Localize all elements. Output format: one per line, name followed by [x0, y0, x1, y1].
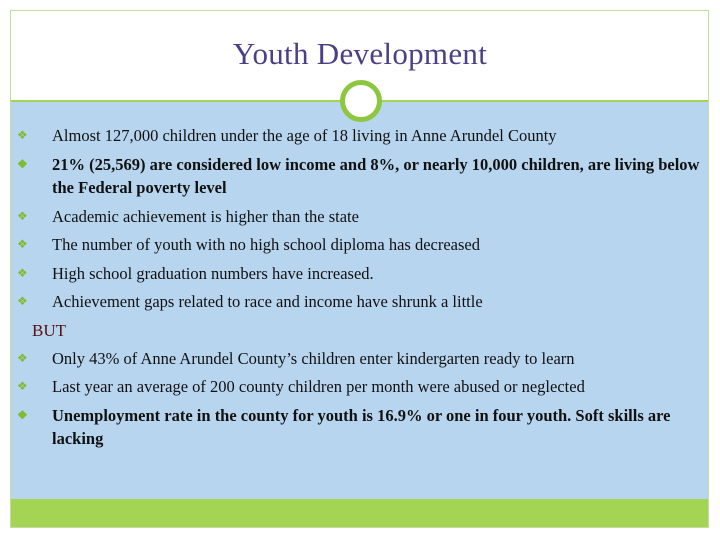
list-item-text: Last year an average of 200 county children per month were abused or neglected	[52, 377, 585, 396]
list-item	[14, 205, 704, 229]
leaf-bullet-icon: ❖	[17, 265, 28, 280]
leaf-bullet-icon: ❖	[17, 156, 28, 171]
list-item-text: High school graduation numbers have increased.	[52, 263, 374, 283]
slide-title: Youth Development	[232, 36, 488, 71]
separator-text: BUT	[32, 320, 66, 340]
list-item	[14, 404, 704, 451]
leaf-bullet-icon: ❖	[17, 379, 28, 393]
leaf-bullet-icon: ❖	[17, 128, 28, 142]
ring-icon	[340, 80, 382, 122]
list-item-text: The number of youth with no high school diploma has decreased	[52, 235, 480, 254]
leaf-bullet-icon: ❖	[17, 237, 28, 251]
list-item-text: Unemployment rate in the county for youth is 16.9% or one in four youth. Soft skills are lacking	[52, 405, 671, 448]
list-item-text: Almost 127,000 children under the age of 18 living in Anne Arundel County	[52, 126, 557, 145]
list-item	[14, 124, 704, 148]
list-item	[14, 290, 704, 314]
footer-bar	[11, 499, 708, 527]
list-item	[14, 233, 704, 257]
list-item-text: 21% (25,569) are considered low income and 8%, or nearly 10,000 children, are living below the Federal poverty level	[52, 154, 700, 197]
list-item	[14, 153, 704, 200]
list-item	[14, 262, 704, 286]
list-item	[14, 347, 704, 371]
list-item-text: Academic achievement is higher than the state	[52, 206, 359, 226]
leaf-bullet-icon: ❖	[17, 294, 28, 308]
leaf-bullet-icon: ❖	[17, 350, 28, 365]
leaf-bullet-icon: ❖	[17, 407, 28, 422]
bullet-list	[14, 124, 704, 456]
leaf-bullet-icon: ❖	[17, 208, 28, 223]
list-item-text: Achievement gaps related to race and income have shrunk a little	[52, 292, 483, 311]
list-item-text: Only 43% of Anne Arundel County’s children enter kindergarten ready to learn	[52, 348, 575, 368]
list-item	[14, 375, 704, 399]
